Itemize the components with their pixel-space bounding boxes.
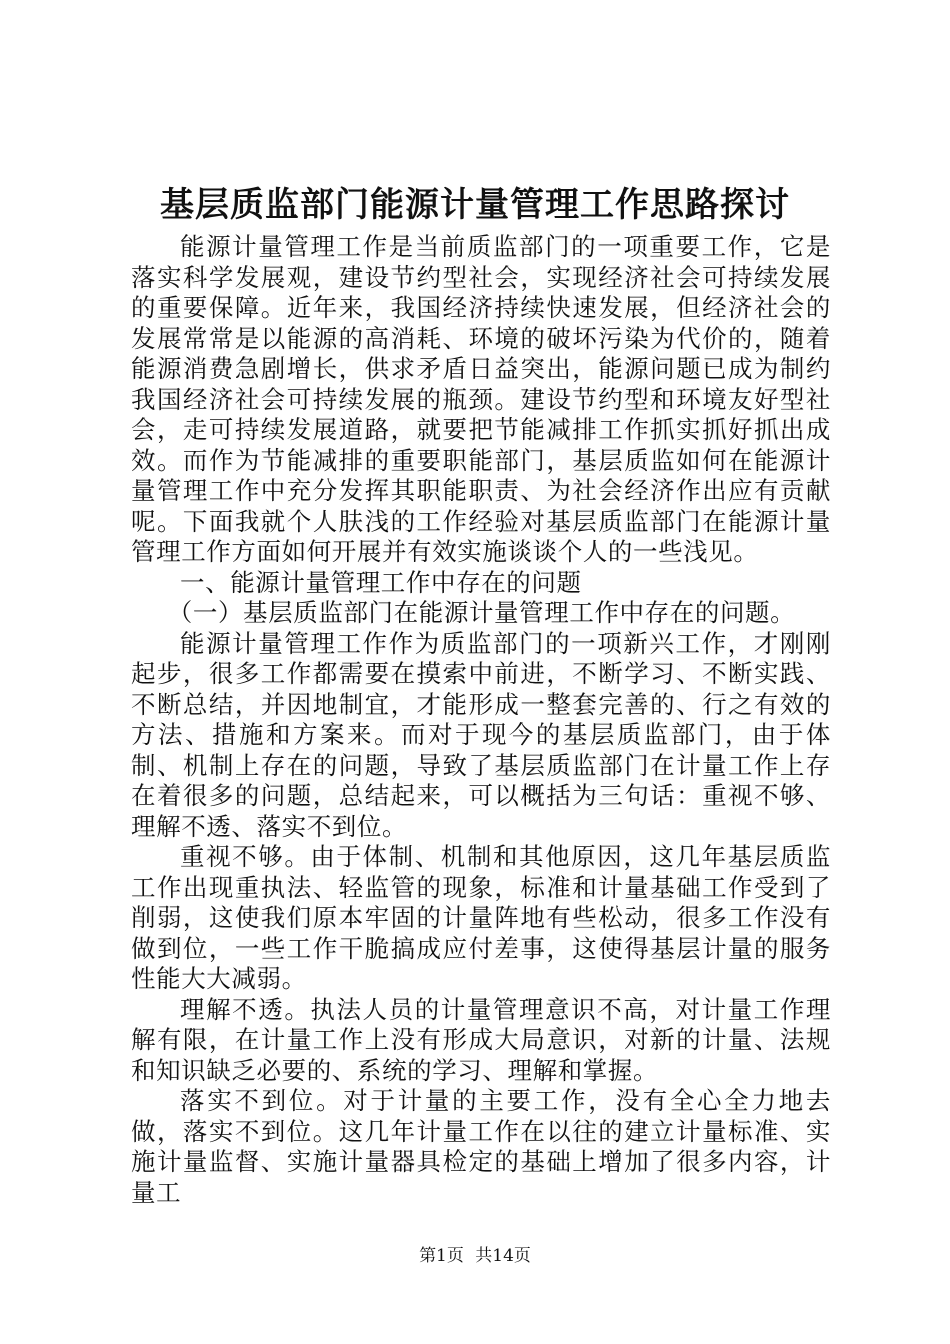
document-title: 基层质监部门能源计量管理工作思路探讨: [160, 185, 790, 225]
body-paragraph: 理解不透。执法人员的计量管理意识不高，对计量工作理解有限，在计量工作上没有形成大局意识，对新的计量、法规和知识缺乏必要的、系统的学习、理解和掌握。: [131, 994, 831, 1085]
intro-paragraph: 能源计量管理工作是当前质监部门的一项重要工作，它是落实科学发展观，建设节约型社会，实现经济社会可持续发展的重要保障。近年来，我国经济持续快速发展，但经济社会的发展常常是以能源的高消耗、环境的破坏污染为代价的，随着能源消费急剧增长，供求矛盾日益突出，能源问题已成为制约我国经济社会可持续发展的瓶颈。建设节约型和环境友好型社会，走可持续发展道路，就要把节能减排工作抓实抓好抓出成效。而作为节能减排的重要职能部门，基层质监如何在能源计量管理工作中充分发挥其职能职责、为社会经济作出应有贡献呢。下面我就个人肤浅的工作经验对基层质监部门在能源计量管理工作方面如何开展并有效实施谈谈个人的一些浅见。: [131, 232, 831, 566]
document-body: [131, 232, 831, 1208]
page-footer: [0, 1245, 950, 1267]
page-number: 第1页: [419, 1246, 464, 1266]
page-total: 共14页: [475, 1246, 531, 1266]
body-paragraph: 能源计量管理工作作为质监部门的一项新兴工作，才刚刚起步，很多工作都需要在摸索中前进，不断学习、不断实践、不断总结，并因地制宜，才能形成一整套完善的、行之有效的方法、措施和方案来。而对于现今的基层质监部门，由于体制、机制上存在的问题，导致了基层质监部门在计量工作上存在着很多的问题，总结起来，可以概括为三句话：重视不够、理解不透、落实不到位。: [131, 628, 831, 841]
body-paragraph: 重视不够。由于体制、机制和其他原因，这几年基层质监工作出现重执法、轻监管的现象，标准和计量基础工作受到了削弱，这使我们原本牢固的计量阵地有些松动，很多工作没有做到位，一些工作干脆搞成应付差事，这使得基层计量的服务性能大大减弱。: [131, 842, 831, 993]
section-heading: 一、能源计量管理工作中存在的问题: [180, 567, 582, 597]
body-paragraph: 落实不到位。对于计量的主要工作，没有全心全力地去做，落实不到位。这几年计量工作在以往的建立计量标准、实施计量监督、实施计量器具检定的基础上增加了很多内容，计量工: [131, 1086, 831, 1207]
subsection-heading: （一）基层质监部门在能源计量管理工作中存在的问题。: [167, 598, 796, 627]
